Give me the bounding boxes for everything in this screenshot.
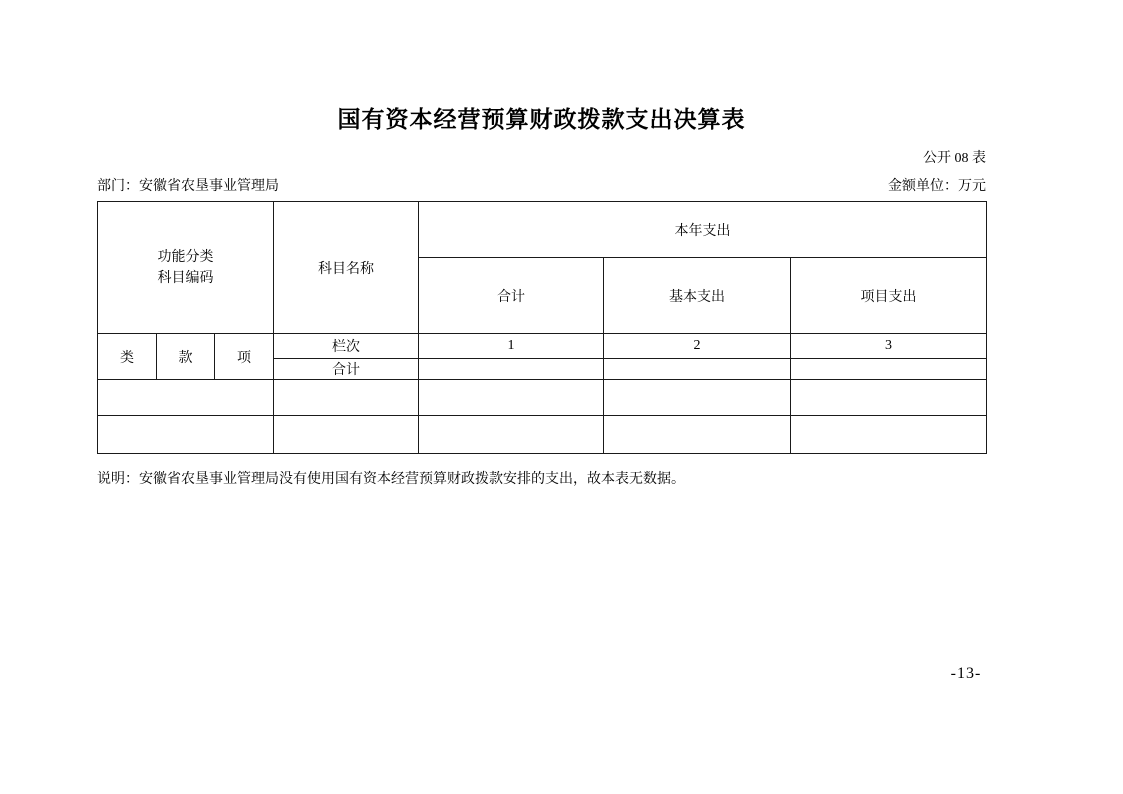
column-number-2: 2 — [604, 334, 791, 359]
data-cell-code — [98, 380, 274, 416]
document-page — [97, 0, 986, 489]
table-row — [98, 416, 987, 454]
note-text: 说明：安徽省农垦事业管理局没有使用国有资本经营预算财政拨款安排的支出，故本表无数据。 — [97, 472, 685, 487]
table-row — [98, 380, 987, 416]
department-label: 部门：安徽省农垦事业管理局 — [97, 179, 279, 194]
data-cell-project — [791, 380, 987, 416]
total-row-label: 合计 — [274, 359, 419, 380]
column-number-1: 1 — [419, 334, 604, 359]
total-row-basic — [604, 359, 791, 380]
page-title: 国有资本经营预算财政拨款支出决算表 — [337, 106, 746, 132]
header-subject-name: 科目名称 — [274, 202, 419, 334]
table-row — [98, 334, 987, 359]
header-func-code-line2: 科目编码 — [157, 270, 214, 286]
data-cell-basic — [604, 416, 791, 454]
total-row-total — [419, 359, 604, 380]
page-number: -13- — [950, 665, 982, 682]
header-basic-expenditure: 基本支出 — [604, 258, 791, 334]
data-cell-total — [419, 380, 604, 416]
data-cell-name — [274, 380, 419, 416]
header-class: 类 — [98, 334, 157, 380]
header-func-code-line1: 功能分类 — [157, 249, 214, 265]
column-number-3: 3 — [791, 334, 987, 359]
table-row — [98, 202, 987, 258]
header-func-code — [98, 202, 274, 334]
data-cell-code — [98, 416, 274, 454]
data-cell-project — [791, 416, 987, 454]
header-project-expenditure: 项目支出 — [791, 258, 987, 334]
expenditure-table — [97, 201, 987, 454]
header-item: 项 — [215, 334, 274, 380]
total-row-project — [791, 359, 987, 380]
header-current-year: 本年支出 — [419, 202, 987, 258]
header-column-label: 栏次 — [274, 334, 419, 359]
data-cell-name — [274, 416, 419, 454]
meta-row — [97, 177, 986, 196]
data-cell-basic — [604, 380, 791, 416]
header-fund: 款 — [157, 334, 215, 380]
data-cell-total — [419, 416, 604, 454]
unit-label: 金额单位：万元 — [888, 179, 986, 194]
header-total: 合计 — [419, 258, 604, 334]
form-number: 公开 08 表 — [923, 151, 986, 166]
